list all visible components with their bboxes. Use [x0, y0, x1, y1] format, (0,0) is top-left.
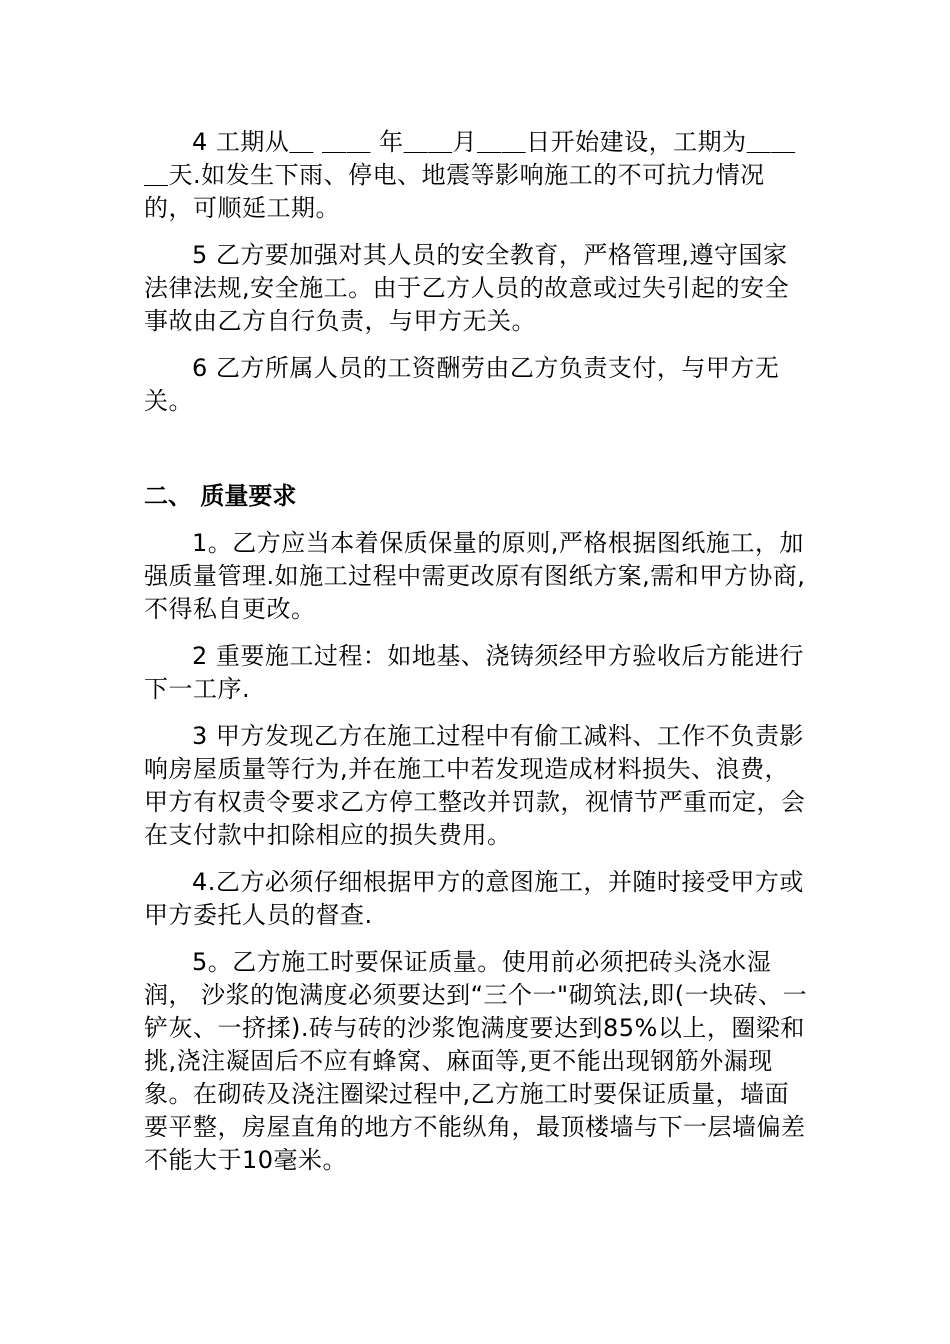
- quality-item-4: 4.乙方必须仔细根据甲方的意图施工，并随时接受甲方或甲方委托人员的督查.: [144, 868, 804, 929]
- quality-item-5: 5。乙方施工时要保证质量。使用前必须把砖头浇水湿润， 沙浆的饱满度必须要达到“三个一"砌筑法,即(一块砖、一铲灰、一挤揉).砖与砖的沙浆饱满度要达到85%以上，圈梁和挑,浇注凝固后不应有蜂窝、麻面等,更不能出现钢筋外漏现象。在砌砖及浇注圈梁过程中,乙方施工时要保证质量，墙面要平整，房屋直角的地方不能纵角，最顶楼墙与下一层墙偏差不能大于10毫米。: [144, 948, 808, 1174]
- paragraph-item-4: 4 工期从＿ ＿＿ 年＿＿月＿＿日开始建设，工期为＿＿＿天.如发生下雨、停电、地震等影响施工的不可抗力情况的，可顺延工期。: [144, 128, 796, 222]
- quality-item-1: 1。乙方应当本着保质保量的原则,严格根据图纸施工，加强质量管理.如施工过程中需更改原有图纸方案,需和甲方协商,不得私自更改。: [144, 529, 806, 623]
- paragraph-item-5: 5 乙方要加强对其人员的安全教育，严格管理,遵守国家法律法规,安全施工。由于乙方人员的故意或过失引起的安全事故由乙方自行负责，与甲方无关。: [144, 241, 790, 335]
- quality-item-3: 3 甲方发现乙方在施工过程中有偷工减料、工作不负责影响房屋质量等行为,并在施工中若发现造成材料损失、浪费，甲方有权责令要求乙方停工整改并罚款，视情节严重而定，会在支付款中扣除相应的损失费用。: [144, 722, 806, 849]
- paragraph-item-6: 6 乙方所属人员的工资酬劳由乙方负责支付，与甲方无关。: [144, 354, 780, 415]
- section-heading-quality: 二、 质量要求: [144, 482, 297, 510]
- quality-item-2: 2 重要施工过程：如地基、浇铸须经甲方验收后方能进行下一工序.: [144, 642, 804, 703]
- document-page: [144, 126, 810, 1191]
